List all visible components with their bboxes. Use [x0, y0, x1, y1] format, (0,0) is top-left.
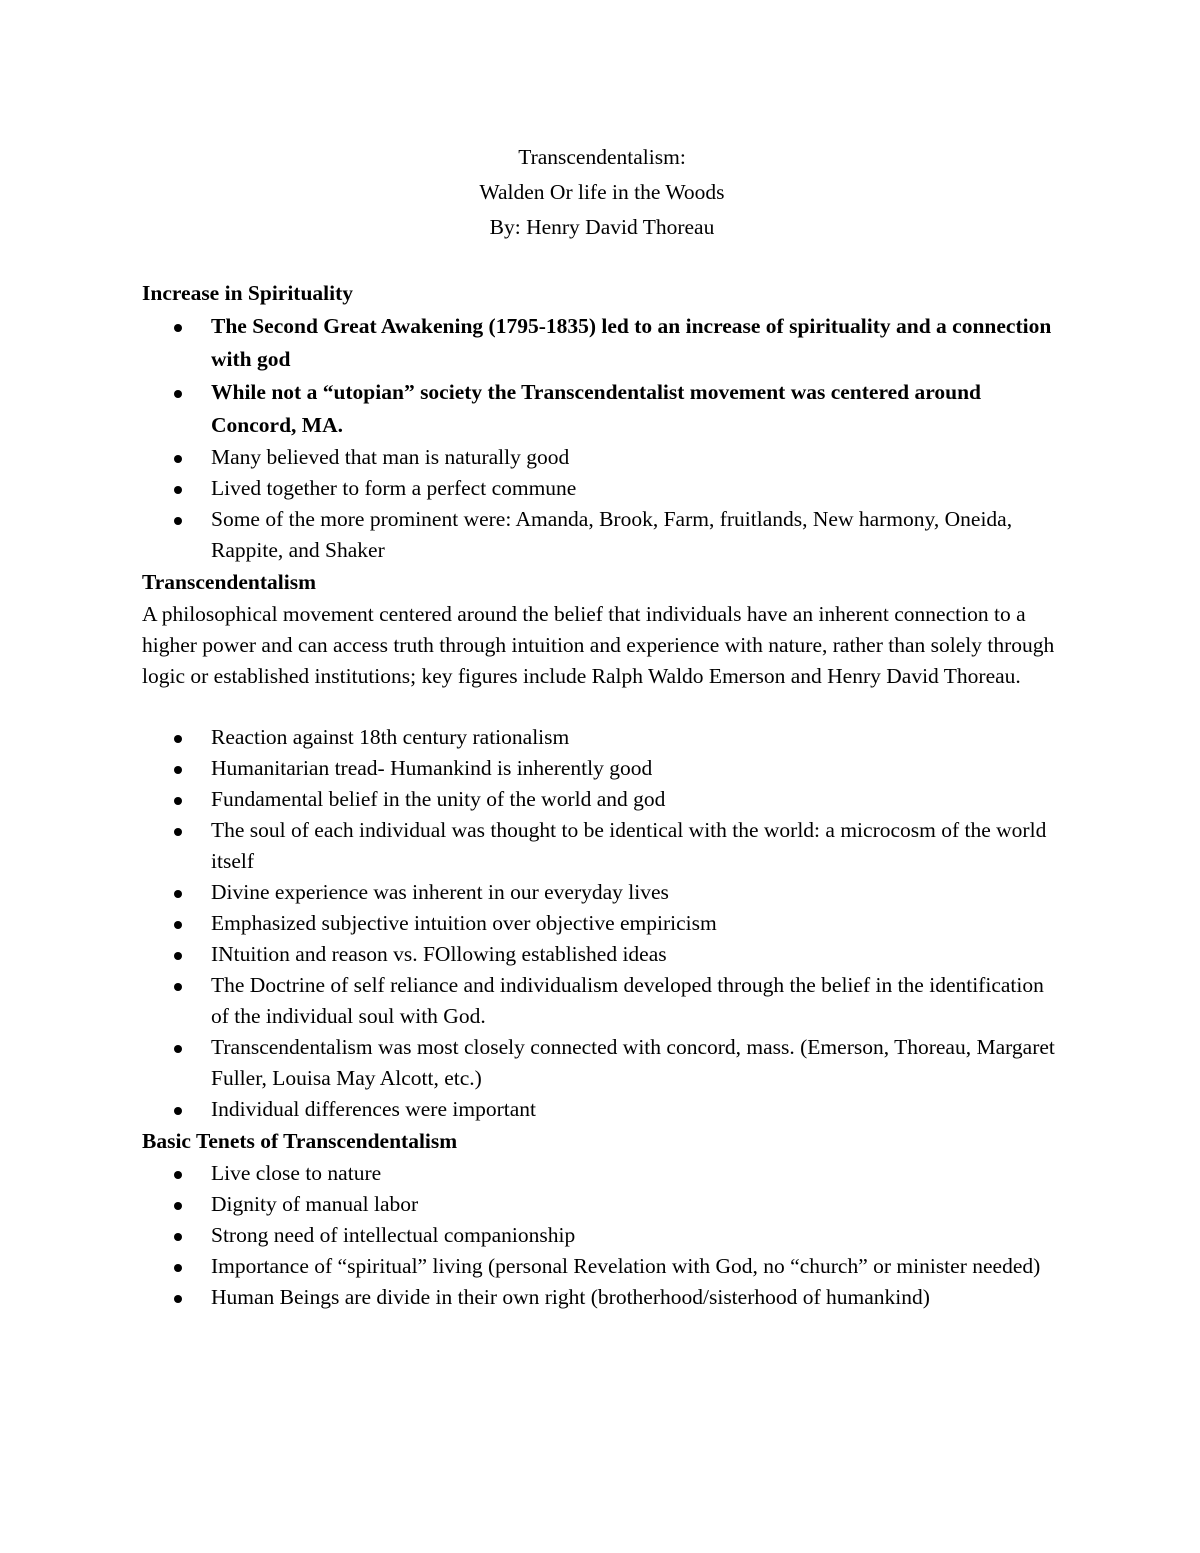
list-item — [142, 815, 1062, 877]
list-item — [142, 504, 1062, 566]
list-item-text: Transcendentalism was most closely connected with concord, mass. (Emerson, Thoreau, Margaret Fuller, Louisa May Alcott, etc.) — [211, 1035, 1055, 1090]
bullet-icon — [174, 766, 182, 774]
section-heading-transcendentalism: Transcendentalism — [142, 570, 316, 594]
list-item-text: Some of the more prominent were: Amanda, Brook, Farm, fruitlands, New harmony, Oneida, Rappite, and Shaker — [211, 507, 1013, 562]
list-item — [142, 908, 1062, 939]
document-page — [142, 140, 1062, 1313]
list-item-text: Fundamental belief in the unity of the world and god — [211, 787, 666, 811]
list-item-text: Humanitarian tread- Humankind is inherently good — [211, 756, 653, 780]
list-item-text: The Doctrine of self reliance and individualism developed through the belief in the identification of the individual soul with God. — [211, 973, 1044, 1028]
document-title: Transcendentalism: — [518, 145, 686, 169]
list-item-text: Strong need of intellectual companionship — [211, 1223, 576, 1247]
bullet-icon — [174, 1045, 182, 1053]
document-author: By: Henry David Thoreau — [489, 215, 715, 239]
bullet-icon — [174, 390, 182, 398]
list-item-text: Live close to nature — [211, 1161, 382, 1185]
spirituality-list — [142, 310, 1062, 566]
list-item — [142, 877, 1062, 908]
list-item-text: Emphasized subjective intuition over objective empiricism — [211, 911, 717, 935]
document-title-block — [142, 140, 1062, 245]
list-item-text: The Second Great Awakening (1795-1835) led to an increase of spirituality and a connection with god — [211, 314, 1052, 371]
document-subtitle: Walden Or life in the Woods — [479, 180, 725, 204]
list-item — [142, 376, 1062, 442]
bullet-icon — [174, 1264, 182, 1272]
list-item-text: Importance of “spiritual” living (personal Revelation with God, no “church” or minister needed) — [211, 1254, 1041, 1278]
list-item — [142, 1158, 1062, 1189]
bullet-icon — [174, 455, 182, 463]
bullet-icon — [174, 1107, 182, 1115]
bullet-icon — [174, 1295, 182, 1303]
bullet-icon — [174, 324, 182, 332]
list-item-text: Human Beings are divide in their own right (brotherhood/sisterhood of humankind) — [211, 1285, 930, 1309]
bullet-icon — [174, 486, 182, 494]
list-item — [142, 442, 1062, 473]
list-item — [142, 753, 1062, 784]
list-item — [142, 310, 1062, 376]
bullet-icon — [174, 952, 182, 960]
bullet-icon — [174, 797, 182, 805]
bullet-icon — [174, 517, 182, 525]
list-item — [142, 1094, 1062, 1125]
bullet-icon — [174, 1233, 182, 1241]
list-item — [142, 1251, 1062, 1282]
list-item-text: Dignity of manual labor — [211, 1192, 419, 1216]
list-item-text: Lived together to form a perfect commune — [211, 476, 577, 500]
list-item — [142, 1220, 1062, 1251]
list-item — [142, 1189, 1062, 1220]
bullet-icon — [174, 735, 182, 743]
section-heading-increase-in-spirituality: Increase in Spirituality — [142, 281, 354, 305]
list-item-text: Individual differences were important — [211, 1097, 536, 1121]
definition-paragraph: A philosophical movement centered around the belief that individuals have an inherent connection to a higher power and can access truth through intuition and experience with nature, rather than solely through logic or established institutions; key figures include Ralph Waldo Emerson and Henry David Thoreau. — [142, 602, 1055, 688]
list-item-text: Reaction against 18th century rationalism — [211, 725, 570, 749]
bullet-icon — [174, 983, 182, 991]
bullet-icon — [174, 1171, 182, 1179]
bullet-icon — [174, 921, 182, 929]
bullet-icon — [174, 828, 182, 836]
list-item-text: Many believed that man is naturally good — [211, 445, 570, 469]
list-item-text: The soul of each individual was thought to be identical with the world: a microcosm of the world itself — [211, 818, 1047, 873]
list-item — [142, 1032, 1062, 1094]
list-item — [142, 970, 1062, 1032]
list-item — [142, 722, 1062, 753]
bullet-icon — [174, 1202, 182, 1210]
list-item — [142, 473, 1062, 504]
bullet-icon — [174, 890, 182, 898]
basic-tenets-list — [142, 1158, 1062, 1313]
list-item-text: Divine experience was inherent in our everyday lives — [211, 880, 669, 904]
transcendentalism-list — [142, 722, 1062, 1125]
list-item — [142, 1282, 1062, 1313]
list-item-text: INtuition and reason vs. FOllowing established ideas — [211, 942, 667, 966]
list-item-text: While not a “utopian” society the Transcendentalist movement was centered around Concord, MA. — [211, 380, 982, 437]
list-item — [142, 784, 1062, 815]
section-heading-basic-tenets: Basic Tenets of Transcendentalism — [142, 1129, 458, 1153]
list-item — [142, 939, 1062, 970]
